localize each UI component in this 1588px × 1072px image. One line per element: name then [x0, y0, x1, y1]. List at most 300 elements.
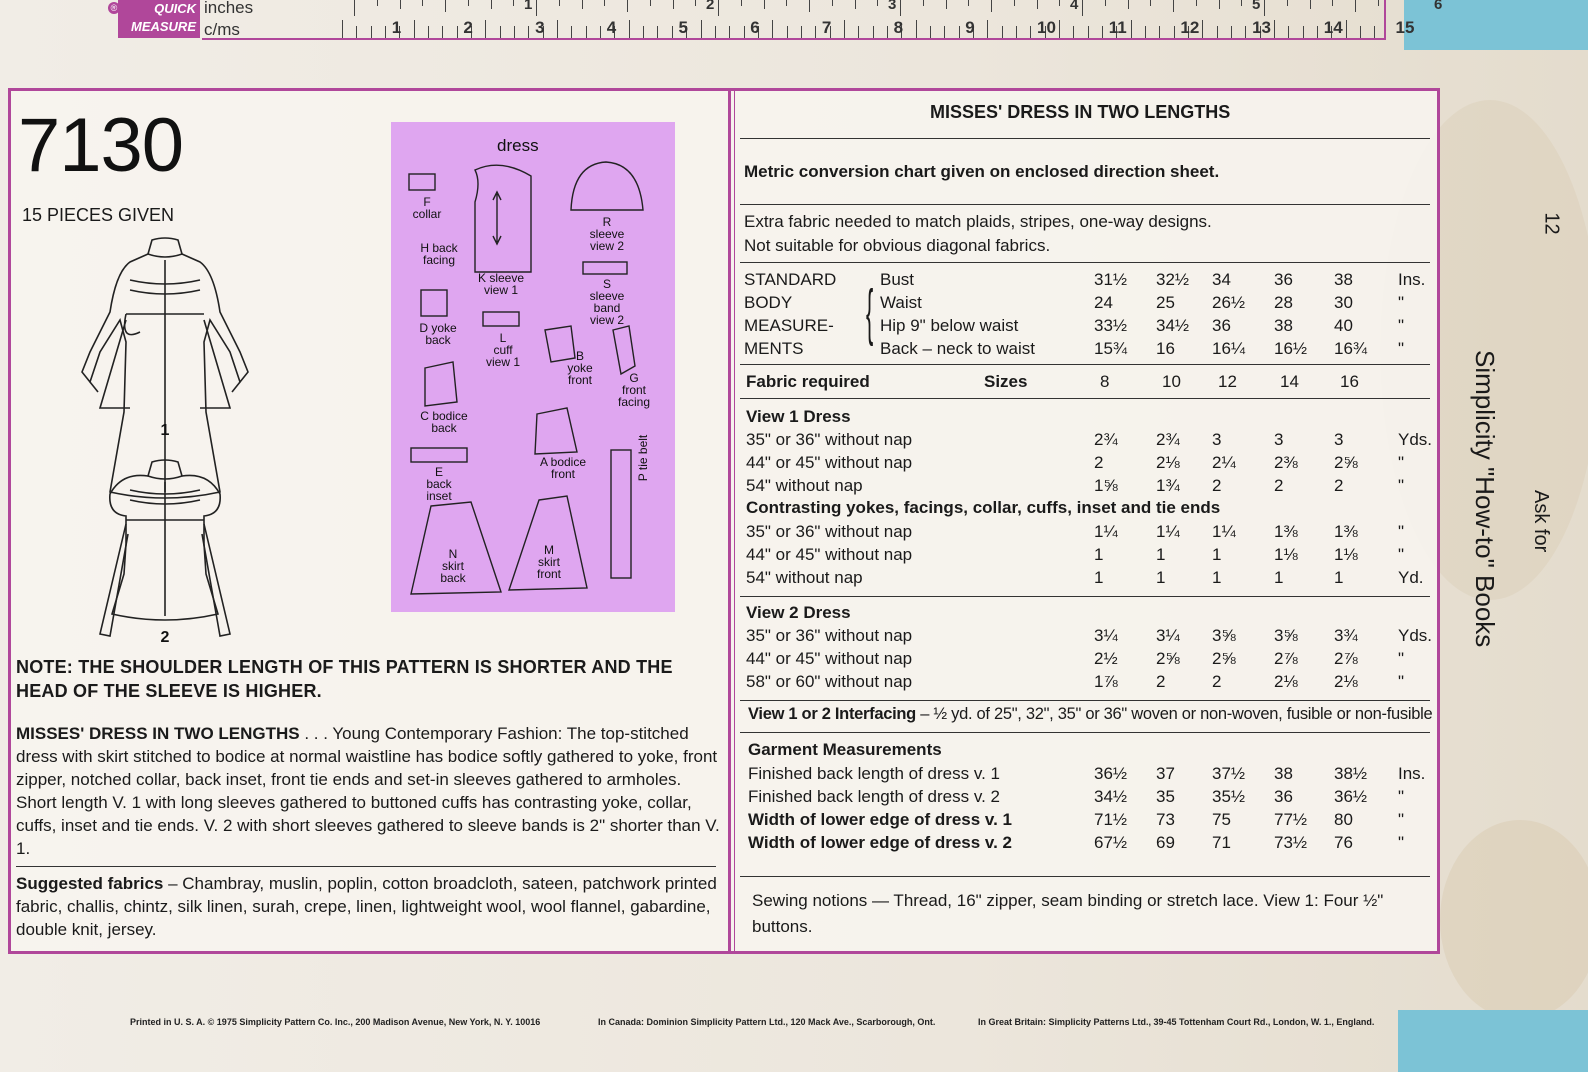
row-label: Finished back length of dress v. 2	[748, 787, 1000, 806]
piece-k-shape	[475, 165, 531, 272]
inch-tick	[695, 0, 696, 6]
description-title: MISSES' DRESS IN TWO LENGTHS	[16, 724, 300, 743]
row-value: 3¾	[1334, 626, 1358, 645]
cm-number: 7	[821, 18, 832, 37]
column-divider	[728, 88, 731, 954]
row-unit: "	[1398, 316, 1405, 335]
piece-l-shape	[483, 312, 519, 326]
sewing-notions: Sewing notions — Thread, 16" zipper, seam binding or stretch lace. View 1: Four ½" buttons.	[752, 891, 1384, 936]
inch-tick	[491, 0, 492, 9]
cm-tick	[1303, 26, 1304, 38]
cm-tick	[1030, 26, 1031, 38]
cm-tick	[729, 26, 730, 38]
registered-mark-icon: ®	[108, 2, 120, 14]
row-value: 2	[1334, 476, 1344, 495]
cm-tick	[557, 20, 558, 38]
row-label: Finished back length of dress v. 1	[748, 764, 1000, 783]
row-value: 67½	[1094, 833, 1128, 852]
teal-corner-bottom	[1398, 1010, 1588, 1072]
inch-tick	[377, 0, 378, 6]
cm-number: 9	[965, 18, 975, 37]
inch-tick	[604, 0, 605, 6]
cm-tick	[1317, 26, 1318, 38]
inch-tick	[559, 0, 560, 6]
inch-tick	[1264, 0, 1265, 16]
cm-tick	[1174, 26, 1175, 38]
row-value: 32½	[1156, 270, 1190, 289]
sizes-rule	[740, 398, 1430, 399]
inch-tick	[1378, 0, 1379, 6]
row-value: 1⅜	[1334, 522, 1358, 541]
row-value: 3⅝	[1274, 626, 1298, 645]
description	[16, 722, 721, 860]
piece-d-shape	[421, 290, 447, 316]
cm-tick	[514, 26, 515, 38]
inch-tick	[1014, 0, 1015, 6]
fabric-req-rule	[740, 364, 1430, 365]
row-label: Bust	[880, 270, 915, 289]
row-value: 3	[1212, 430, 1222, 449]
cm-tick	[657, 26, 658, 38]
extra-fabric-note: Extra fabric needed to match plaids, stripes, one-way designs.	[744, 212, 1212, 231]
fabrics-text: – Chambray, muslin, poplin, cotton broadcloth, sateen, patchwork printed fabric, challis, chintz, silk linen, surah, crepe, linen, lightweight wool, wool flannel, gabardine, double knit, jersey.	[16, 874, 717, 939]
row-value: 3	[1334, 430, 1344, 449]
row-value: 36½	[1094, 764, 1128, 783]
row-value: 36	[1274, 270, 1293, 289]
cm-tick	[1346, 20, 1347, 38]
row-value: 77½	[1274, 810, 1308, 829]
row-value: 24	[1094, 293, 1113, 312]
cm-tick	[715, 26, 716, 38]
row-value: 1	[1094, 545, 1104, 564]
inch-tick	[946, 0, 947, 9]
row-label: 35" or 36" without nap	[746, 522, 913, 541]
row-unit: Ins.	[1398, 270, 1426, 289]
cm-tick	[873, 26, 874, 38]
row-unit: "	[1398, 476, 1405, 495]
cm-tick	[1231, 26, 1232, 38]
piece-label-s: S sleeve band view 2	[589, 277, 625, 327]
row-value: 2⅝	[1156, 649, 1180, 668]
piece-label-m: M skirt front	[536, 543, 561, 581]
inch-number: 5	[1252, 0, 1261, 13]
row-value: 2⅝	[1212, 649, 1236, 668]
row-value: 1	[1212, 545, 1222, 564]
piece-label-n: N skirt back	[440, 547, 466, 585]
size-header: 8	[1100, 372, 1110, 391]
inch-tick	[1173, 0, 1174, 12]
row-value: 2⅞	[1334, 649, 1358, 668]
inch-tick	[1105, 0, 1106, 6]
row-value: 3⅝	[1212, 626, 1236, 645]
row-unit: "	[1398, 293, 1405, 312]
piece-label-e: E back inset	[426, 465, 452, 503]
row-unit: Yd.	[1398, 568, 1424, 587]
row-unit: "	[1398, 649, 1405, 668]
row-label: 58" or 60" without nap	[746, 672, 913, 691]
notions-rule	[740, 876, 1430, 877]
row-unit: "	[1398, 522, 1405, 541]
cm-tick	[600, 26, 601, 38]
piece-c-shape	[425, 362, 457, 406]
cm-tick	[844, 20, 845, 38]
piece-p-shape	[611, 450, 631, 578]
row-unit: Yds.	[1398, 626, 1433, 645]
inch-tick	[354, 0, 355, 16]
dress-sketches	[70, 232, 260, 652]
cm-tick	[457, 26, 458, 38]
footer-britain: In Great Britain: Simplicity Patterns Ltd., 39-45 Tottenham Court Rd., London, W. 1., England.	[978, 1017, 1375, 1027]
piece-label-a: A bodice front	[539, 455, 587, 481]
shoulder-note: NOTE: THE SHOULDER LENGTH OF THIS PATTERN IS SHORTER AND THE HEAD OF THE SLEEVE IS HIGHER.	[16, 657, 673, 701]
teal-corner-top	[1404, 0, 1588, 50]
size-header: 16	[1340, 372, 1359, 391]
piece-label-g: G front facing	[617, 371, 651, 409]
standard-body-label-line: BODY	[744, 293, 793, 312]
row-value: 71	[1212, 833, 1231, 852]
description-body: . . . Young Contemporary Fashion: The top-stitched dress with skirt stitched to bodice at normal waistline has bodice softly gathered to yoke, front zipper, notched collar, back inset, front tie ends and set-in sleeves gathered to armholes. Short length V. 1 with long sleeves gathered to buttoned cuffs has contrasting yoke, collar, cuffs, inset and tie ends. V. 2 with short sleeves gathered to sleeve bands is 2" shorter than V. 1.	[16, 724, 720, 858]
row-unit: "	[1398, 810, 1405, 829]
side-howto-books: Simplicity "How-to" Books	[1470, 350, 1500, 648]
standard-body-label-line: MENTS	[744, 339, 804, 358]
cm-tick	[1102, 26, 1103, 38]
row-label: Hip 9" below waist	[880, 316, 1019, 335]
row-value: 40	[1334, 316, 1353, 335]
cm-number: 8	[893, 18, 904, 37]
size-header: 14	[1280, 372, 1299, 391]
side-ask-for: Ask for	[1530, 490, 1552, 553]
piece-g-shape	[613, 326, 635, 374]
piece-label-b: B yoke front	[567, 349, 593, 387]
row-value: 15¾	[1094, 339, 1128, 358]
inch-tick	[468, 0, 469, 6]
garment-title: Garment Measurements	[748, 740, 942, 759]
row-value: 30	[1334, 293, 1353, 312]
cm-tick	[1202, 20, 1203, 38]
stain	[1440, 820, 1588, 1020]
inch-tick	[513, 0, 514, 6]
piece-label-k: K sleeve view 1	[477, 271, 525, 297]
footer-canada: In Canada: Dominion Simplicity Pattern Ltd., 120 Mack Ave., Scarborough, Ont.	[598, 1017, 936, 1027]
view-1-sketch	[82, 238, 248, 498]
row-value: 1¼	[1212, 522, 1236, 541]
inch-tick	[1196, 0, 1197, 6]
cm-tick	[528, 26, 529, 38]
row-value: 2	[1212, 672, 1222, 691]
row-value: 37	[1156, 764, 1175, 783]
inch-tick	[1037, 0, 1038, 9]
row-value: 16¼	[1212, 339, 1246, 358]
piece-label-l: L cuff view 1	[485, 331, 520, 369]
cm-tick	[1145, 26, 1146, 38]
row-value: 16	[1156, 339, 1175, 358]
row-unit: "	[1398, 672, 1405, 691]
row-value: 38	[1274, 316, 1293, 335]
cm-tick	[1288, 26, 1289, 38]
inch-tick	[1241, 0, 1242, 6]
row-value: 2	[1156, 672, 1166, 691]
cm-tick	[1059, 20, 1060, 38]
row-value: 73	[1156, 810, 1175, 829]
cm-tick	[1073, 26, 1074, 38]
cm-tick	[701, 20, 702, 38]
cm-tick	[1374, 26, 1375, 38]
pieces-given: 15 PIECES GIVEN	[22, 205, 175, 225]
row-value: 76	[1334, 833, 1353, 852]
cm-tick	[1016, 26, 1017, 38]
column-divider-inner	[734, 88, 735, 954]
row-value: 1⅛	[1274, 545, 1298, 564]
cm-tick	[428, 26, 429, 38]
not-suitable-note: Not suitable for obvious diagonal fabrics.	[744, 236, 1051, 255]
row-value: 37½	[1212, 764, 1246, 783]
contrast-title: Contrasting yokes, facings, collar, cuffs, inset and tie ends	[746, 498, 1221, 517]
row-value: 2⅛	[1334, 672, 1358, 691]
inch-tick	[1287, 0, 1288, 6]
inch-number: 1	[524, 0, 533, 13]
row-label: 54" without nap	[746, 476, 863, 495]
cm-tick	[1159, 26, 1160, 38]
cm-tick	[643, 26, 644, 38]
cm-tick	[629, 20, 630, 38]
badge-bottom-text: MEASURE	[130, 19, 196, 34]
piece-label-p: P tie belt	[636, 434, 650, 482]
piece-label-d: D yoke back	[419, 321, 457, 347]
cm-tick	[744, 26, 745, 38]
inch-tick	[786, 0, 787, 6]
row-label: 44" or 45" without nap	[746, 649, 913, 668]
brace-icon: {	[866, 278, 874, 347]
inch-tick	[1332, 0, 1333, 6]
cm-tick	[500, 26, 501, 38]
row-value: 2⅜	[1274, 453, 1298, 472]
row-value: 2¾	[1094, 430, 1118, 449]
row-unit: Ins.	[1398, 764, 1426, 783]
row-value: 3¼	[1156, 626, 1180, 645]
cm-tick	[571, 26, 572, 38]
row-value: 38	[1274, 764, 1293, 783]
piece-label-f: F collar	[412, 195, 442, 221]
page-number: 12	[1540, 212, 1563, 235]
footer-usa: Printed in U. S. A. © 1975 Simplicity Pattern Co. Inc., 200 Madison Avenue, New York, N. Y. 10016	[130, 1017, 541, 1027]
row-value: 36	[1274, 787, 1293, 806]
cm-number: 15	[1395, 18, 1415, 37]
fabric-separator	[16, 866, 716, 867]
row-unit: "	[1398, 787, 1405, 806]
metric-rule	[740, 204, 1430, 205]
row-value: 69	[1156, 833, 1175, 852]
inch-number: 2	[706, 0, 715, 13]
view2-rule	[740, 596, 1430, 597]
row-value: 1	[1274, 568, 1284, 587]
piece-label-h: H back facing	[420, 241, 458, 267]
row-value: 2½	[1094, 649, 1118, 668]
inch-tick	[991, 0, 992, 12]
row-value: 1	[1212, 568, 1222, 587]
row-value: 1⅛	[1334, 545, 1358, 564]
row-value: 33½	[1094, 316, 1128, 335]
row-value: 2	[1212, 476, 1222, 495]
view-2-sketch	[100, 460, 230, 636]
cm-number: 3	[535, 18, 545, 37]
row-value: 38½	[1334, 764, 1368, 783]
cm-tick	[987, 20, 988, 38]
sizes-label: Sizes	[984, 372, 1028, 391]
cm-number: 5	[678, 18, 688, 37]
standard-body-label-line: MEASURE-	[744, 316, 834, 335]
metric-note: Metric conversion chart given on enclosed direction sheet.	[744, 162, 1220, 181]
inch-tick	[1150, 0, 1151, 6]
row-value: 31½	[1094, 270, 1128, 289]
piece-label-c: C bodice back	[420, 409, 468, 435]
row-value: 1⅝	[1094, 476, 1118, 495]
cm-tick	[414, 20, 415, 38]
cm-number: 11	[1108, 18, 1127, 37]
cm-number: 14	[1323, 18, 1343, 37]
ruler-scale	[202, 0, 1443, 40]
view-1-label: 1	[160, 422, 170, 439]
row-label: 35" or 36" without nap	[746, 626, 913, 645]
row-value: 35½	[1212, 787, 1246, 806]
size-header: 12	[1218, 372, 1237, 391]
row-label: 54" without nap	[746, 568, 863, 587]
row-value: 1¼	[1094, 522, 1118, 541]
cm-number: 2	[463, 18, 473, 37]
row-value: 75	[1212, 810, 1231, 829]
row-value: 71½	[1094, 810, 1128, 829]
interfacing-label: View 1 or 2 Interfacing	[748, 705, 916, 723]
cm-tick	[672, 26, 673, 38]
cm-tick	[787, 26, 788, 38]
quick-measure-badge	[118, 0, 200, 38]
cm-tick	[815, 26, 816, 38]
row-value: 3¼	[1094, 626, 1118, 645]
inch-tick	[673, 0, 674, 9]
row-value: 1	[1156, 545, 1166, 564]
inch-tick	[832, 0, 833, 6]
cm-tick	[442, 26, 443, 38]
cm-number: 6	[750, 18, 760, 37]
row-value: 1⅜	[1274, 522, 1298, 541]
view2-title: View 2 Dress	[746, 603, 851, 622]
inch-tick	[877, 0, 878, 6]
cm-tick	[1002, 26, 1003, 38]
row-value: 73½	[1274, 833, 1308, 852]
cm-tick	[1274, 20, 1275, 38]
inch-number: 3	[888, 0, 897, 13]
panel-title: dress	[497, 136, 539, 155]
inch-tick	[1082, 0, 1083, 16]
title-rule	[740, 138, 1430, 139]
row-value: 1⅞	[1094, 672, 1118, 691]
cm-tick	[1217, 26, 1218, 38]
row-unit: "	[1398, 545, 1405, 564]
inch-tick	[422, 0, 423, 6]
piece-r-shape	[571, 162, 643, 210]
row-value: 16¾	[1334, 339, 1368, 358]
inch-tick	[764, 0, 765, 9]
row-label: 44" or 45" without nap	[746, 545, 913, 564]
garment-rule	[740, 732, 1430, 733]
piece-f-shape	[409, 174, 435, 190]
inch-tick	[1128, 0, 1129, 9]
cm-tick	[959, 26, 960, 38]
body-rule	[740, 262, 1430, 263]
inch-tick	[968, 0, 969, 6]
row-label: Width of lower edge of dress v. 1	[748, 810, 1013, 829]
inch-tick	[900, 0, 901, 16]
cm-tick	[801, 26, 802, 38]
row-value: 1	[1156, 568, 1166, 587]
view1-title: View 1 Dress	[746, 407, 851, 426]
cm-number: 1	[391, 18, 402, 37]
table-title: MISSES' DRESS IN TWO LENGTHS	[930, 102, 1231, 122]
row-value: 1	[1334, 568, 1344, 587]
fabrics-label: Suggested fabrics	[16, 874, 164, 893]
inch-tick	[1355, 0, 1356, 12]
cm-tick	[356, 26, 357, 38]
row-value: 36½	[1334, 787, 1368, 806]
row-value: 2⅛	[1156, 453, 1180, 472]
cm-tick	[1131, 20, 1132, 38]
row-value: 2	[1094, 453, 1104, 472]
inch-tick	[923, 0, 924, 6]
inch-tick	[1059, 0, 1060, 6]
inch-tick	[1219, 0, 1220, 9]
row-unit: "	[1398, 339, 1405, 358]
piece-s-shape	[583, 262, 627, 274]
inch-tick	[445, 0, 446, 12]
inches-label: inches	[204, 0, 254, 17]
cm-tick	[930, 26, 931, 38]
interfacing	[748, 705, 1432, 724]
row-value: 1	[1094, 568, 1104, 587]
row-unit: "	[1398, 833, 1405, 852]
inch-tick	[627, 0, 628, 12]
standard-body-label-line: STANDARD	[744, 270, 837, 289]
cm-tick	[1360, 26, 1361, 38]
row-label: 35" or 36" without nap	[746, 430, 913, 449]
row-value: 2	[1274, 476, 1284, 495]
row-value: 16½	[1274, 339, 1308, 358]
row-value: 1¾	[1156, 476, 1180, 495]
piece-label-r: R sleeve view 2	[589, 215, 625, 253]
view-2-label: 2	[160, 629, 170, 646]
inch-tick	[582, 0, 583, 9]
inch-number: 4	[1070, 0, 1079, 13]
pattern-number: 7130	[18, 103, 184, 188]
cm-tick	[485, 20, 486, 38]
row-label: Waist	[880, 293, 922, 312]
inch-tick	[400, 0, 401, 9]
inch-tick	[741, 0, 742, 6]
row-label: Width of lower edge of dress v. 2	[748, 833, 1013, 852]
fabric-required-label: Fabric required	[746, 372, 870, 391]
quick-measure-ruler	[110, 0, 1443, 40]
cm-label: c/ms	[204, 20, 240, 39]
row-value: 2¼	[1212, 453, 1236, 472]
inch-tick	[809, 0, 810, 12]
piece-e-shape	[411, 448, 467, 462]
cm-number: 4	[606, 18, 617, 37]
row-value: 26½	[1212, 293, 1246, 312]
row-value: 2⅝	[1334, 453, 1358, 472]
cm-tick	[944, 26, 945, 38]
inch-tick	[855, 0, 856, 9]
row-value: 34½	[1094, 787, 1128, 806]
suggested-fabrics	[16, 872, 721, 941]
cm-tick	[887, 26, 888, 38]
